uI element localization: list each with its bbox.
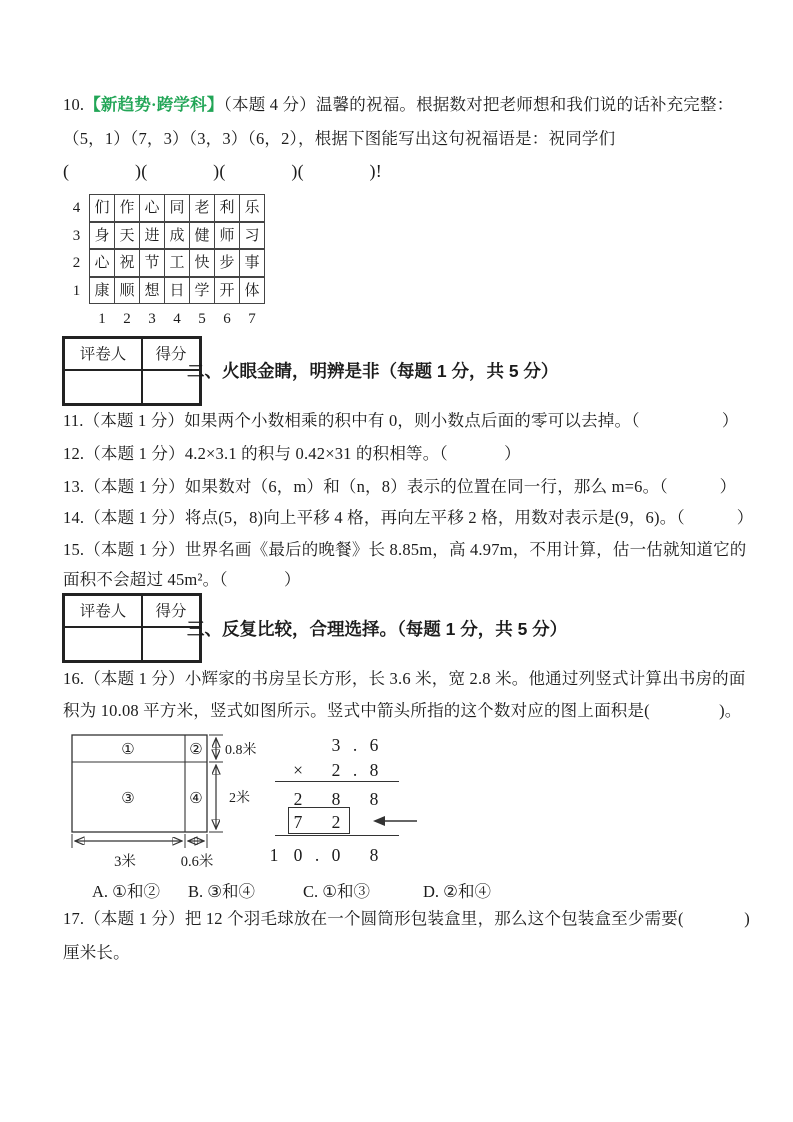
mult-space (310, 733, 324, 757)
dim-label-bottom-left: 3米 (114, 854, 136, 870)
question-15-line1: 15.（本题 1 分）世界名画《最后的晚餐》长 8.85m，高 4.97m，不用计算，估一估就知道它的 (63, 540, 747, 559)
mult-char: 0 (293, 845, 303, 865)
mult-char: 8 (369, 789, 379, 809)
question-10-answer-blanks: ( )( )( )( )! (63, 161, 382, 181)
grid-cell: 乐 (239, 194, 265, 222)
vertical-multiplication (262, 730, 422, 875)
grid-row (63, 250, 265, 278)
dim-label-bottom-right: 0.6米 (180, 854, 214, 870)
dim-label-right-top: 0.8米 (225, 743, 257, 758)
grid-row-label: 1 (72, 282, 81, 299)
mult-char: 2 (293, 789, 303, 809)
grid-column-label: 3 (148, 311, 156, 327)
mult-row-partial-2 (262, 810, 386, 834)
grid-cell: 老 (189, 194, 215, 222)
grid-row (63, 223, 265, 251)
grader-blank-cell (64, 370, 142, 404)
grid-cell: 节 (139, 249, 165, 277)
question-10-tag: 【新趋势·跨学科】 (84, 95, 224, 114)
mult-char: 8 (331, 789, 341, 809)
mult-space (262, 787, 286, 811)
grid-row (63, 278, 265, 306)
mult-char: 7 (293, 812, 303, 832)
grid-cell: 快 (189, 249, 215, 277)
question-15-line2: 面积不会超过 45m²。（ ） (63, 570, 301, 589)
grid-column-labels (63, 311, 265, 339)
question-10-line1 (63, 94, 733, 116)
grid-cell: 心 (139, 194, 165, 222)
grid-column-label: 2 (123, 311, 131, 327)
grid-row-label: 2 (72, 255, 81, 271)
grid-column-label: 5 (198, 311, 206, 327)
grid-cell: 康 (89, 277, 115, 305)
mult-rule-line (275, 781, 399, 782)
arrow-left-icon (372, 814, 418, 828)
grader-label: 评卷人 (64, 338, 142, 370)
grader-score-box-2 (62, 593, 202, 663)
mult-space (310, 810, 324, 834)
mult-space (348, 787, 362, 811)
grid-row-label: 3 (72, 227, 81, 244)
mult-char: . (314, 845, 320, 865)
mult-char: × (293, 760, 303, 780)
question-16-line1: 16.（本题 1 分）小辉家的书房呈长方形，长 3.6 米，宽 2.8 米。他通过列竖式计算出书房的面 (63, 669, 746, 688)
mult-space (262, 758, 286, 782)
mult-row-product (262, 843, 386, 867)
question-17-line1: 17.（本题 1 分）把 12 个羽毛球放在一个圆筒形包装盒里，那么这个包装盒至少需要( ) (63, 909, 750, 928)
grid-cell: 习 (239, 222, 265, 250)
grid-row-label: 4 (72, 200, 81, 216)
question-17-line2: 厘米长。 (63, 943, 130, 962)
grid-cell: 体 (239, 277, 265, 305)
question-10-text: （本题 4 分）温馨的祝福。根据数对把老师想和我们说的话补充完整： (223, 95, 734, 114)
question-12: 12.（本题 1 分）4.2×3.1 的积与 0.42×31 的积相等。（ ） (63, 444, 521, 463)
mult-char: 1 (269, 845, 279, 865)
question-16-line2: 积为 10.08 平方米，竖式如图所示。竖式中箭头所指的这个数对应的图上面积是( )。 (63, 701, 742, 720)
question-10-number: 10. (63, 95, 85, 114)
option-a: A. ①和② (92, 882, 160, 901)
question-14: 14.（本题 1 分）将点(5，8)向上平移 4 格，再向左平移 2 格，用数对表示是(9，6)。（ ） (63, 508, 754, 527)
mult-char: 8 (369, 845, 379, 865)
section-2-title: 二、火眼金睛，明辨是非（每题 1 分，共 5 分） (187, 361, 559, 381)
option-c: C. ①和③ (303, 882, 371, 901)
grid-column-label: 1 (98, 311, 106, 327)
region-2-label: ② (189, 742, 203, 758)
mult-char: 8 (369, 760, 379, 780)
grid-cell: 心 (89, 249, 115, 277)
question-13: 13.（本题 1 分）如果数对（6，m）和（n，8）表示的位置在同一行，那么 m=6。（ ） (63, 477, 737, 496)
mult-space (310, 758, 324, 782)
region-1-label: ① (121, 742, 135, 758)
grid-cell: 日 (164, 277, 190, 305)
section-3-title: 三、反复比较，合理选择。（每题 1 分，共 5 分） (187, 619, 568, 639)
grid-cell: 学 (189, 277, 215, 305)
mult-char: 2 (331, 812, 341, 832)
grid-cell: 师 (214, 222, 240, 250)
question-11: 11.（本题 1 分）如果两个小数相乘的积中有 0，则小数点后面的零可以去掉。（ ） (63, 411, 739, 430)
mult-char: 2 (331, 760, 341, 780)
score-label: 得分 (142, 338, 200, 370)
mult-char: 3 (331, 735, 341, 755)
grid-cell: 作 (114, 194, 140, 222)
grid-cell: 们 (89, 194, 115, 222)
grid-row (63, 195, 265, 223)
grid-cell: 健 (189, 222, 215, 250)
grid-cell: 利 (214, 194, 240, 222)
grid-cell: 身 (89, 222, 115, 250)
grid-corner-spacer (63, 311, 90, 339)
mult-space (348, 810, 362, 834)
mult-row-multiplier (262, 758, 386, 782)
region-3-label: ③ (121, 791, 135, 807)
grid-cell: 同 (164, 194, 190, 222)
mult-char: . (352, 735, 358, 755)
grid-column-label: 4 (173, 311, 181, 327)
grid-cell: 想 (139, 277, 165, 305)
grid-cell: 事 (239, 249, 265, 277)
grader-label: 评卷人 (64, 595, 142, 627)
question-10-line2: （5，1）（7，3）（3，3）（6，2），根据下图能写出这句祝福语是：祝同学们 (63, 129, 616, 148)
grid-cell: 祝 (114, 249, 140, 277)
mult-row-multiplicand (262, 733, 386, 757)
region-4-label: ④ (189, 791, 203, 807)
score-label: 得分 (142, 595, 200, 627)
grid-cell: 工 (164, 249, 190, 277)
grid-cell: 成 (164, 222, 190, 250)
grid-cell: 步 (214, 249, 240, 277)
mult-char: 0 (331, 845, 341, 865)
option-d: D. ②和④ (423, 882, 491, 901)
grid-cell: 顺 (114, 277, 140, 305)
dim-label-right-bottom: 2米 (229, 791, 250, 806)
grader-score-box-1 (62, 336, 202, 406)
mult-char: 6 (369, 735, 379, 755)
grid-cell: 进 (139, 222, 165, 250)
mult-space (262, 810, 286, 834)
grid-column-label: 6 (223, 311, 231, 327)
mult-space (348, 843, 362, 867)
grid-cell: 开 (214, 277, 240, 305)
grader-blank-cell (64, 627, 142, 661)
grid-column-label: 7 (248, 311, 256, 327)
mult-space (286, 733, 310, 757)
mult-rule-line (275, 835, 399, 836)
mult-space (262, 733, 286, 757)
character-coordinate-grid (63, 195, 265, 339)
mult-char: . (352, 760, 358, 780)
option-b: B. ③和④ (188, 882, 256, 901)
grid-cell: 天 (114, 222, 140, 250)
